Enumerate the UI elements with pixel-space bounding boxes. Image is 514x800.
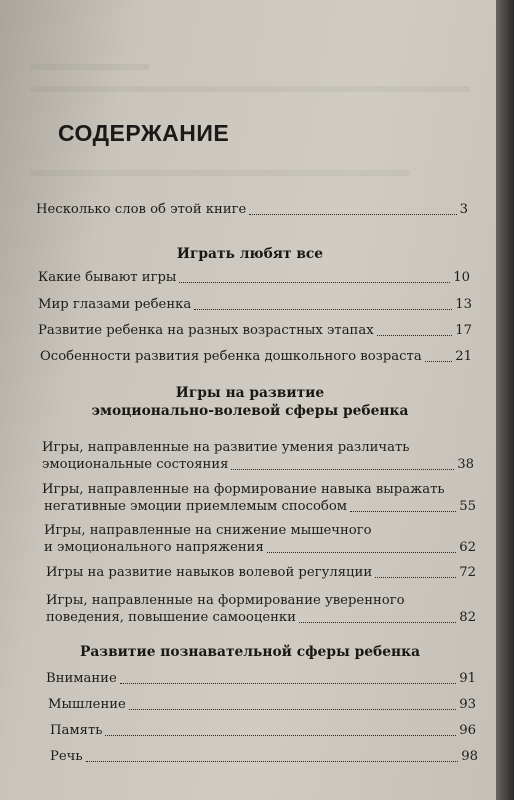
toc-entry-label: Мышление <box>48 697 126 712</box>
dot-leader <box>194 309 452 310</box>
dot-leader <box>299 622 456 623</box>
toc-page-number: 62 <box>459 540 476 555</box>
dot-leader <box>129 709 456 710</box>
bleed-through-text <box>30 170 410 176</box>
dot-leader <box>86 761 459 762</box>
toc-page-number: 55 <box>459 499 476 514</box>
dot-leader <box>231 469 454 470</box>
dot-leader <box>105 735 456 736</box>
toc-entry-label: Игры на развитие навыков волевой регуляции <box>46 565 373 580</box>
toc-entry-label: Развитие ребенка на разных возрастных этапах <box>38 323 374 338</box>
dot-leader <box>267 552 456 553</box>
toc-page-number: 21 <box>455 349 472 364</box>
toc-page-number: 91 <box>459 671 476 686</box>
toc-page-number: 72 <box>459 565 476 580</box>
toc-entry-label: эмоциональные состояния <box>42 457 229 472</box>
dot-leader <box>179 282 450 283</box>
toc-page-number: 13 <box>455 297 472 312</box>
toc-entry-label: Память <box>50 723 103 738</box>
toc-entry-label: Внимание <box>46 671 117 686</box>
toc-entry-label: Мир глазами ребенка <box>38 297 192 312</box>
dot-leader <box>249 214 456 215</box>
toc-entry-label: Речь <box>50 749 83 764</box>
toc-page-number: 38 <box>457 457 474 472</box>
toc-entry-label: Игры, направленные на снижение мышечного <box>44 523 372 538</box>
bleed-through-text <box>30 64 150 70</box>
dot-leader <box>120 683 456 684</box>
page-edge-shadow <box>496 0 514 800</box>
toc-entry-label: Особенности развития ребенка дошкольного возраста <box>40 349 422 364</box>
toc-entry-label: Игры, направленные на формирование навыка выражать <box>42 482 445 497</box>
toc-page-number: 93 <box>459 697 476 712</box>
dot-leader <box>375 577 456 578</box>
toc-page-number: 82 <box>459 610 476 625</box>
toc-page-number: 3 <box>459 202 468 217</box>
toc-entry-label: негативные эмоции приемлемым способом <box>44 499 348 514</box>
toc-page-number: 17 <box>455 323 472 338</box>
contents-title: СОДЕРЖАНИЕ <box>58 120 230 146</box>
toc-entry-label: Игры, направленные на формирование уверенного <box>46 593 405 608</box>
dot-leader <box>350 511 456 512</box>
toc-entry-label: поведения, повышение самооценки <box>46 610 296 625</box>
toc-entry-label: Какие бывают игры <box>38 270 177 285</box>
toc-page-number: 96 <box>459 723 476 738</box>
toc-page-number: 10 <box>453 270 470 285</box>
section-heading: Играть любят все <box>176 246 324 262</box>
section-heading: Развитие познавательной сферы ребенка <box>79 644 421 660</box>
section-heading: эмоционально-волевой сферы ребенка <box>91 403 409 419</box>
toc-page-number: 98 <box>461 749 478 764</box>
toc-entry-label: Игры, направленные на развитие умения различать <box>42 440 410 455</box>
dot-leader <box>425 361 453 362</box>
toc-entry-label: Несколько слов об этой книге <box>36 202 247 217</box>
toc-entry-label: и эмоционального напряжения <box>44 540 264 555</box>
dot-leader <box>377 335 453 336</box>
bleed-through-text <box>30 86 470 92</box>
section-heading: Игры на развитие <box>175 385 325 401</box>
